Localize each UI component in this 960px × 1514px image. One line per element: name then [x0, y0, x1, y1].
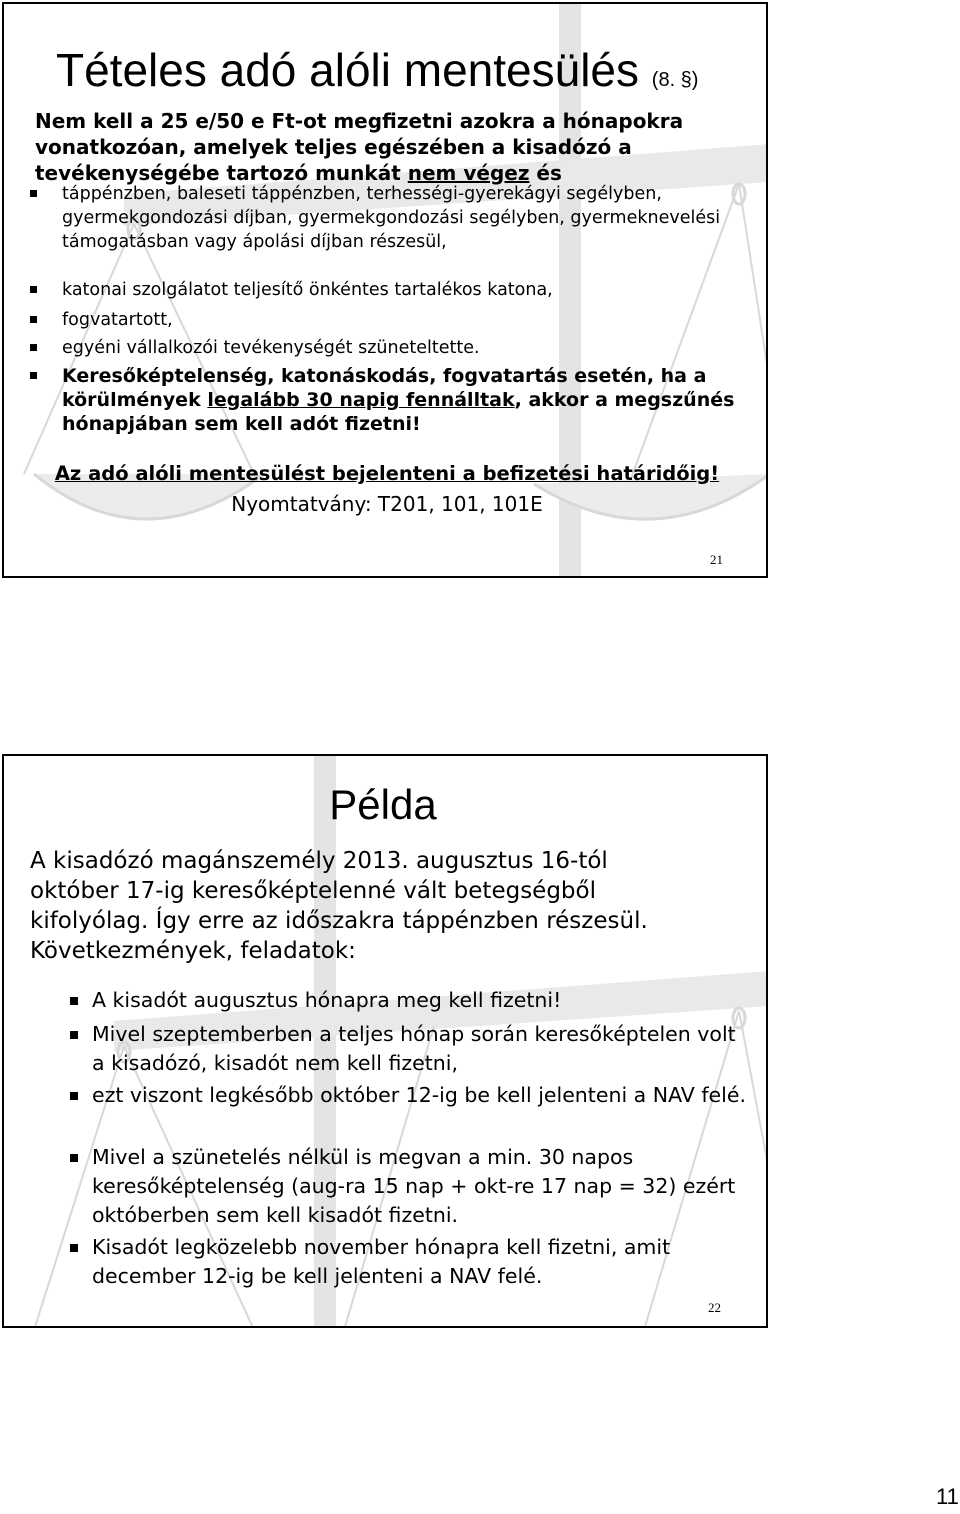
page-number: 11	[936, 1484, 959, 1509]
slide-title: Példa	[329, 781, 437, 828]
list-item: Kisadót legközelebb november hónapra kell fizetni, amit december 12-ig be kell jelenteni a NAV felé.	[70, 1233, 750, 1291]
list-item: Mivel szeptemberben a teljes hónap során keresőképtelen volt a kisadózó, kisadót nem kell fizetni,	[70, 1020, 750, 1078]
intro-paragraph: Nem kell a 25 e/50 e Ft-ot megfizetni azokra a hónapokra vonatkozóan, amelyek teljes egészében a kisadózó a tevékenységébe tartozó munkát nem végez és	[35, 109, 684, 185]
list-item: katonai szolgálatot teljesítő önkéntes tartalékos katona,	[30, 278, 760, 302]
slide-title: Tételes adó alóli mentesülés (8. §)	[56, 44, 699, 96]
form-numbers: Nyomtatvány: T201, 101, 101E	[231, 492, 543, 516]
section-reference: (8. §)	[651, 69, 699, 91]
list-item: fogvatartott,	[30, 308, 760, 332]
list-item-bold: Keresőképtelenség, katonáskodás, fogvatartás esetén, ha a körülmények legalább 30 napig fennálltak, akkor a megszűnés hónapjában sem kell adót fizetni!	[30, 364, 760, 436]
list-item: Mivel a szünetelés nélkül is megvan a min. 30 napos keresőképtelenség (aug-ra 15 nap + okt-re 17 nap = 32) ezért októberben sem kell kisadót fizetni.	[70, 1143, 750, 1230]
slide-number: 22	[708, 1300, 721, 1315]
example-intro: A kisadózó magánszemély 2013. augusztus 16-tól október 17-ig keresőképtelenné vált betegségből kifolyólag. Így erre az időszakra táppénzben részesül. Következmények, feladatok:	[30, 848, 648, 964]
list-item: táppénzben, baleseti táppénzben, terhességi-gyerekágyi segélyben, gyermekgondozási díjban, gyermekgondozási segélyben, gyermeknevelési támogatásban vagy ápolási díjban részesül,	[30, 182, 760, 254]
slide-number: 21	[710, 552, 723, 567]
list-item: ezt viszont legkésőbb október 12-ig be kell jelenteni a NAV felé.	[70, 1081, 750, 1110]
notice-text: Az adó alóli mentesülést bejelenteni a befizetési határidőig!	[54, 462, 720, 485]
list-item: egyéni vállalkozói tevékenységét szüneteltette.	[30, 336, 760, 360]
list-item: A kisadót augusztus hónapra meg kell fizetni!	[70, 986, 750, 1015]
slide-21	[2, 2, 768, 578]
